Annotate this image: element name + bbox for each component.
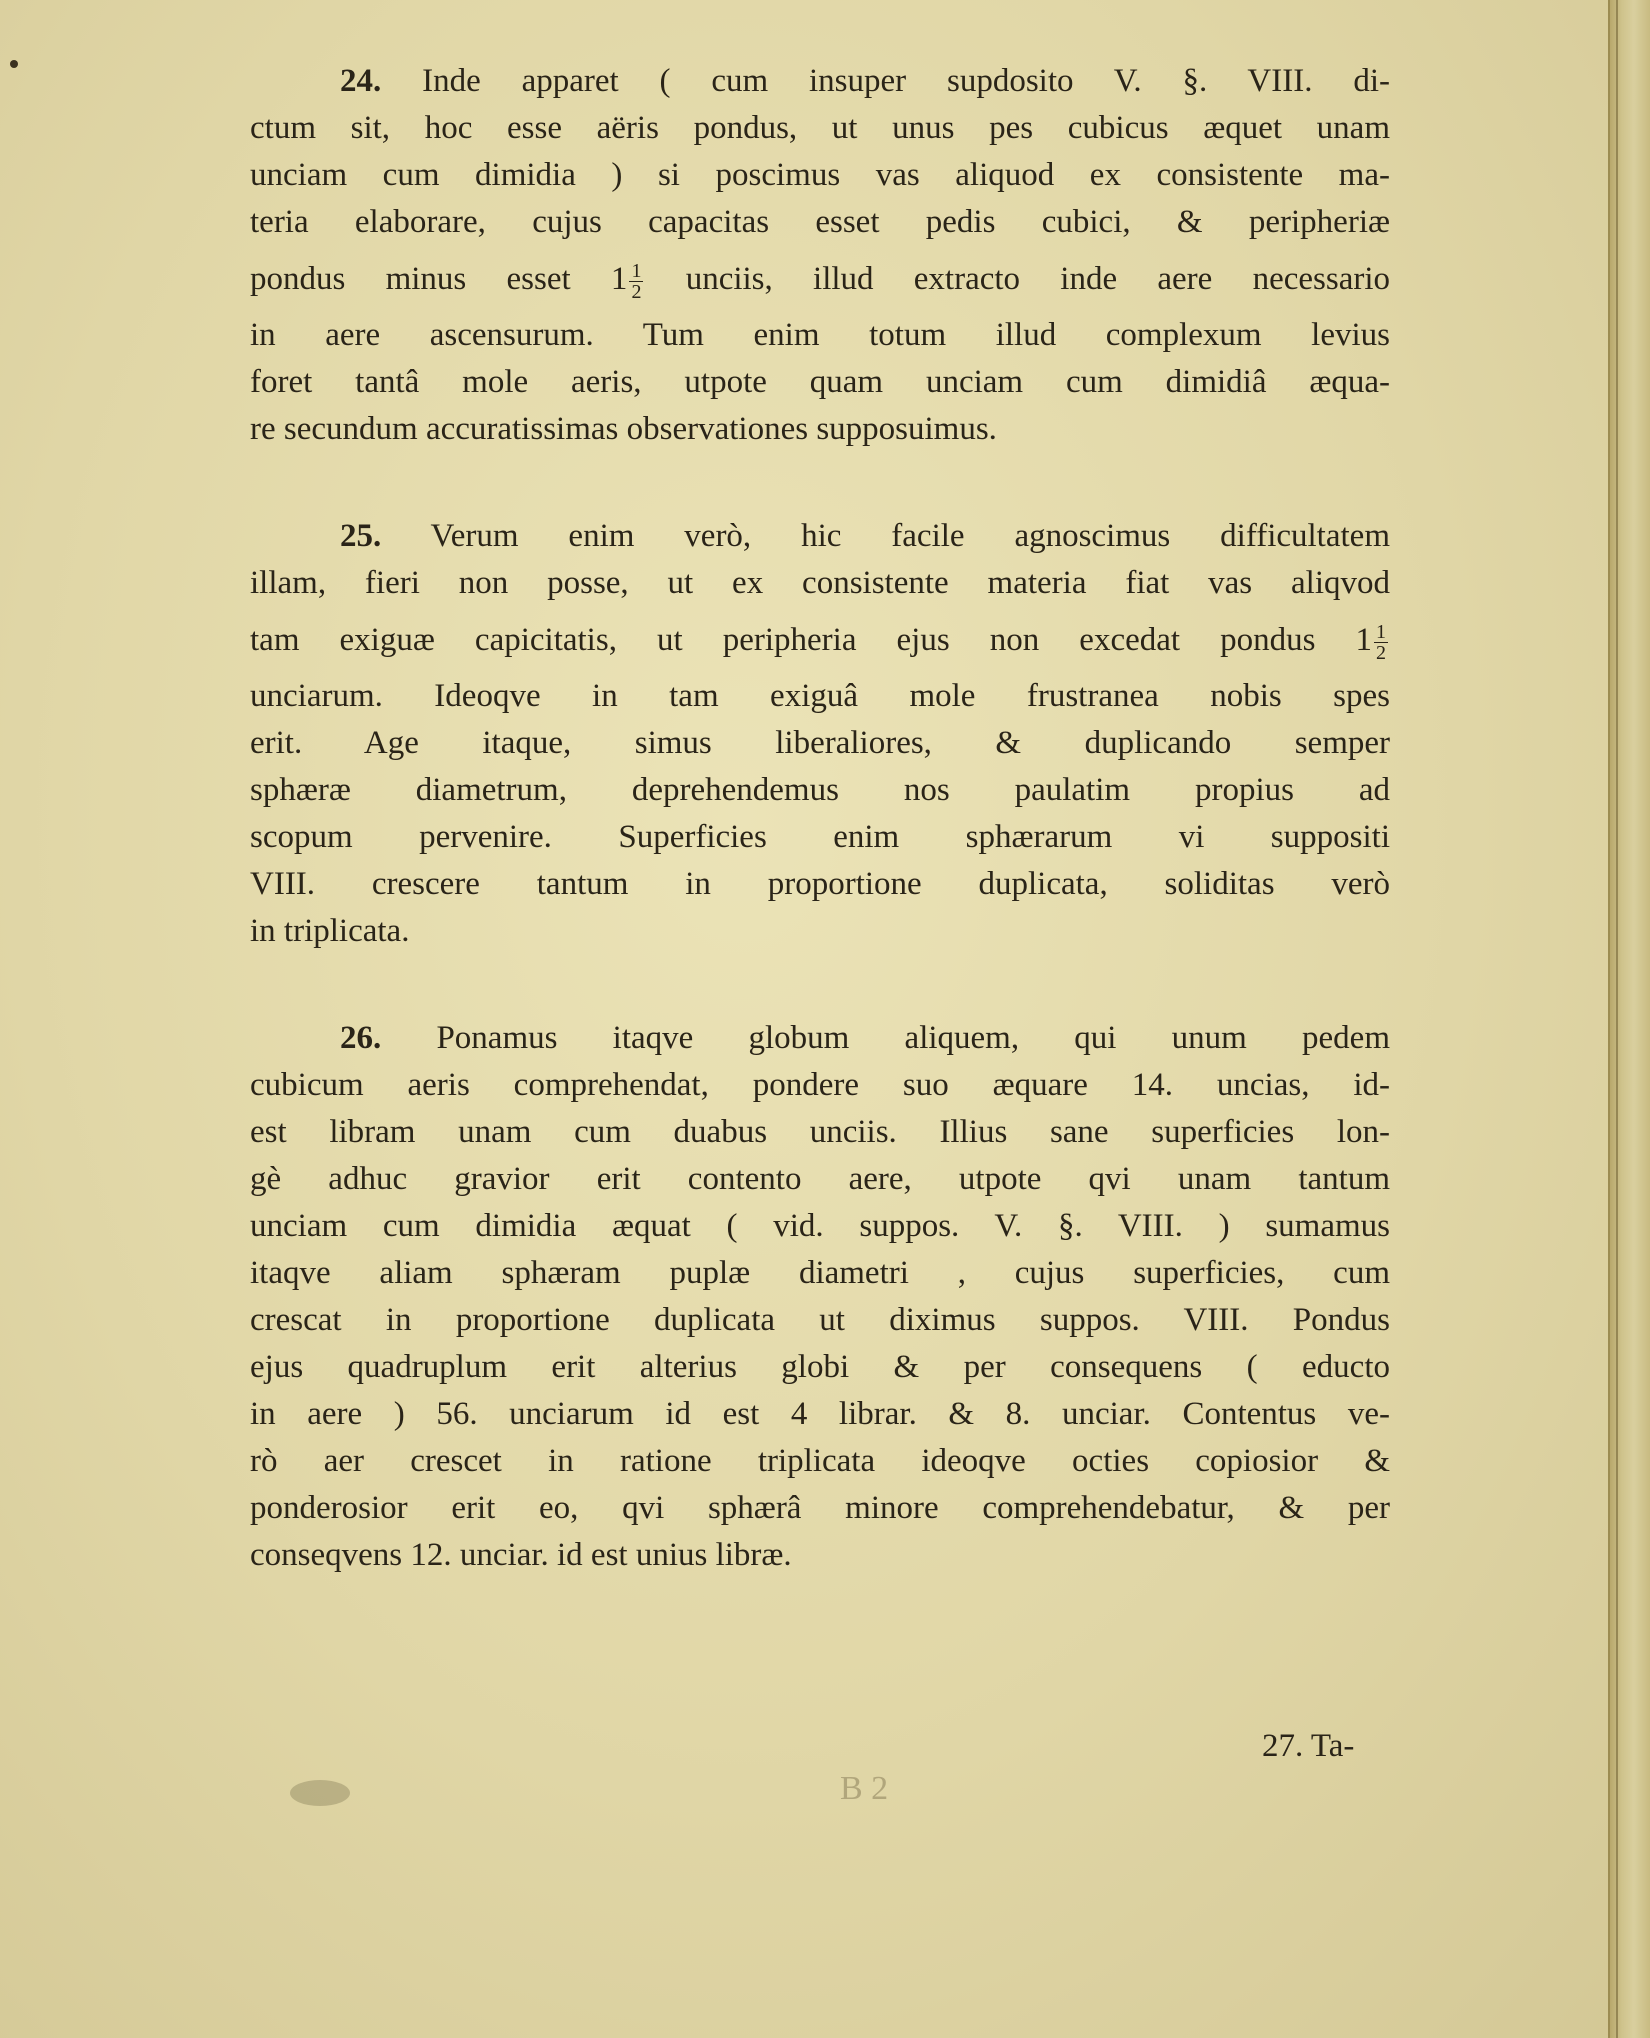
text-line: in aere ) 56. unciarum id est 4 librar. & 8. unciar. Contentus ve- [250,1396,1390,1432]
text-line: erit. Age itaque, simus liberaliores, & duplicando semper [250,725,1390,761]
text-line: unciam cum dimidia ) si poscimus vas aliquod ex consistente ma- [250,157,1390,193]
text-line: ponderosior erit eo, qvi sphærâ minore comprehendebatur, & per [250,1490,1390,1526]
text-line: scopum pervenire. Superficies enim sphærarum vi suppositi [250,819,1390,855]
fraction: $\frac{1}{2}$ [631,259,642,303]
text-line: cubicum aeris comprehendat, pondere suo æquare 14. uncias, id- [250,1067,1390,1103]
text-line: ejus quadruplum erit alterius globi & per consequens ( educto [250,1349,1390,1385]
ink-dot [10,60,18,68]
text-line: gè adhuc gravior erit contento aere, utpote qvi unam tantum [250,1161,1390,1197]
text-line: sphæræ diametrum, deprehendemus nos paulatim propius ad [250,772,1390,808]
page-gutter [1608,0,1650,2038]
text-line: rò aer crescet in ratione triplicata ideoqve octies copiosior & [250,1443,1390,1479]
text-line: 24. Inde apparet ( cum insuper supdosito V. §. VIII. di- [340,63,1390,99]
paragraph-26 [250,1015,1390,1579]
text-line: conseqvens 12. unciar. id est unius libræ. [250,1537,792,1573]
text-line: 26. Ponamus itaqve globum aliquem, qui unum pedem [340,1020,1390,1056]
text-line: 25. Verum enim verò, hic facile agnoscimus difficultatem [340,518,1390,554]
text-line: in aere ascensurum. Tum enim totum illud complexum levius [250,317,1390,353]
text-line: illam, fieri non posse, ut ex consistente materia fiat vas aliqvod [250,565,1390,601]
paragraph-number: 24. [340,63,382,99]
paragraph-number: 25. [340,518,382,554]
paragraph-25 [250,513,1390,955]
text-line: ctum sit, hoc esse aëris pondus, ut unus pes cubicus æquet unam [250,110,1390,146]
text-line: itaqve aliam sphæram puplæ diametri , cujus superficies, cum [250,1255,1390,1291]
main-text [250,58,1390,1639]
signature-mark: B 2 [840,1770,889,1807]
text-line: in triplicata. [250,913,410,949]
paragraph-24 [250,58,1390,453]
ink-smudge [290,1780,350,1806]
text-line: VIII. crescere tantum in proportione duplicata, soliditas verò [250,866,1390,902]
text-line-with-fraction: pondus minus esset 1 $\frac{1}{2}$ unciis, illud extracto inde aere necessario [250,259,1390,303]
text-line: unciam cum dimidia æquat ( vid. suppos. V. §. VIII. ) sumamus [250,1208,1390,1244]
fraction: $\frac{1}{2}$ [1376,620,1386,664]
catchword: 27. Ta- [1262,1728,1355,1764]
text-line: unciarum. Ideoqve in tam exiguâ mole frustranea nobis spes [250,678,1390,714]
text-line-with-fraction: tam exiguæ capicitatis, ut peripheria ejus non excedat pondus 1 $\frac{1}{2}$ [250,620,1386,664]
text-line: teria elaborare, cujus capacitas esset pedis cubici, & peripheriæ [250,204,1390,240]
text-line: foret tantâ mole aeris, utpote quam unciam cum dimidiâ æqua- [250,364,1390,400]
text-line: crescat in proportione duplicata ut diximus suppos. VIII. Pondus [250,1302,1390,1338]
text-line: re secundum accuratissimas observationes supposuimus. [250,411,997,447]
text-line: est libram unam cum duabus unciis. Illius sane superficies lon- [250,1114,1390,1150]
paragraph-number: 26. [340,1020,382,1056]
